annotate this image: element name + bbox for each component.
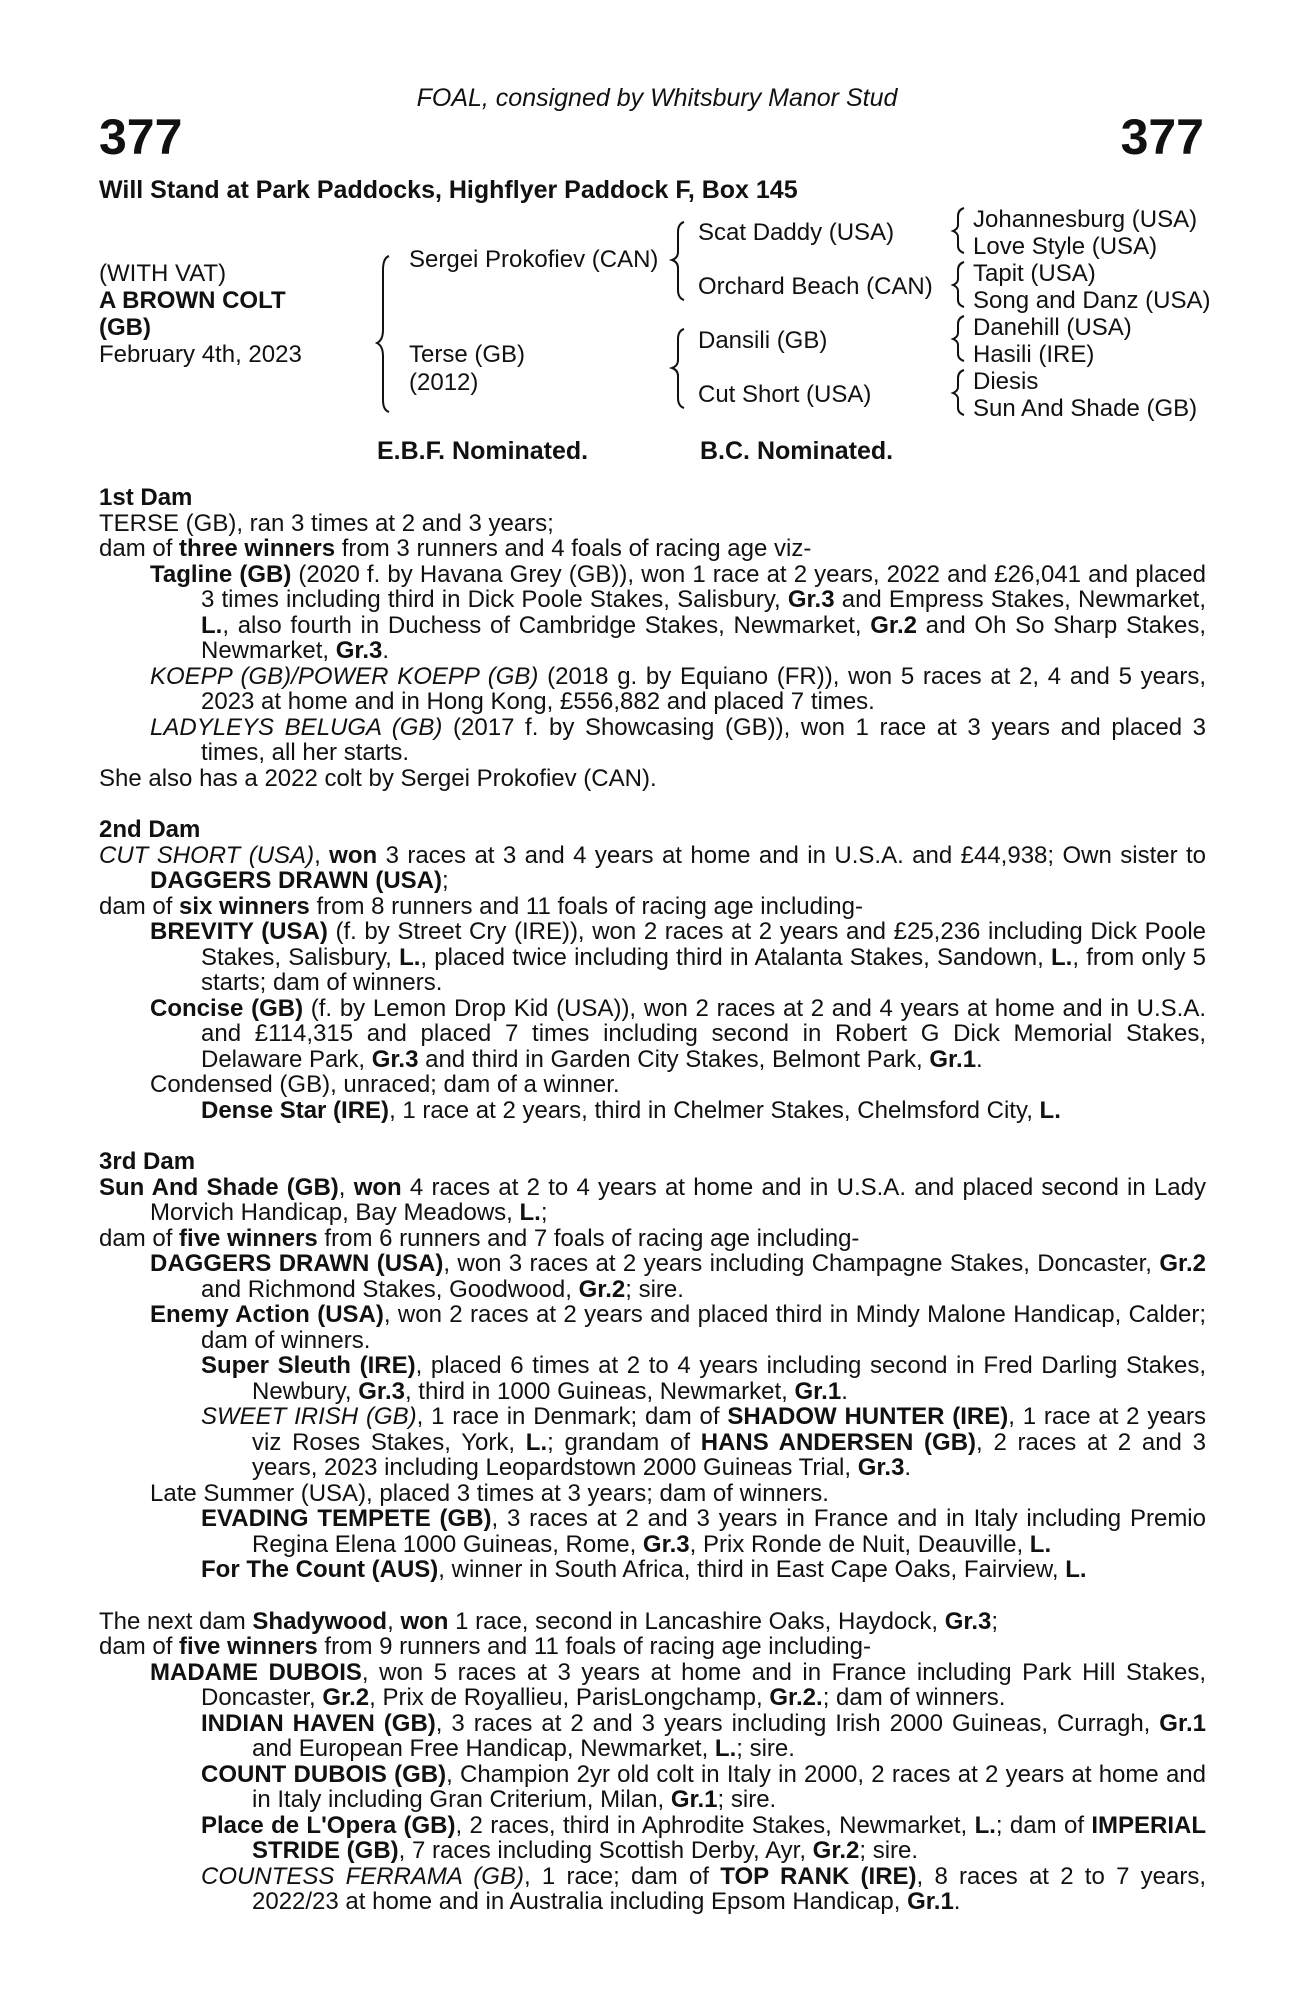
brace-sire bbox=[672, 222, 684, 300]
brace-dam bbox=[672, 329, 684, 408]
first-dam-heading: 1st Dam bbox=[99, 484, 193, 511]
produce-entry: MADAME DUBOIS, won 5 races at 3 years at home and in France including Park Hill Stakes, Doncaster, Gr.2, Prix de Royallieu, ParisLongchamp, Gr.2.; dam of winners. bbox=[150, 1658, 1206, 1711]
colt-description: A BROWN COLT bbox=[99, 287, 286, 314]
sire-sire: Scat Daddy (USA) bbox=[698, 219, 895, 246]
second-dam-heading: 2nd Dam bbox=[99, 816, 201, 843]
produce-entry: COUNTESS FERRAMA (GB), 1 race; dam of TOP RANK (IRE), 8 races at 2 to 7 years, 2022/23 at home and in Australia including Epsom Handicap, Gr.1. bbox=[201, 1862, 1207, 1915]
brace-ss bbox=[953, 208, 964, 253]
stabling-line: Will Stand at Park Paddocks, Highflyer Paddock F, Box 145 bbox=[99, 176, 798, 204]
third-dam-summary: dam of five winners from 6 runners and 7 foals of racing age including- bbox=[99, 1224, 860, 1252]
dam-sire: Dansili (GB) bbox=[698, 327, 828, 354]
produce-entry: SWEET IRISH (GB), 1 race in Denmark; dam of SHADOW HUNTER (IRE), 1 race at 2 years viz Roses Stakes, York, L.; grandam of HANS ANDERSEN (GB), 2 races at 2 and 3 years, 2023 including Leopardstown 2000 Guineas Trial, Gr.3. bbox=[201, 1403, 1207, 1481]
first-dam-summary: dam of three winners from 3 runners and 4 foals of racing age viz- bbox=[99, 535, 812, 562]
produce-note: She also has a 2022 colt by Sergei Prokofiev (CAN). bbox=[99, 764, 657, 792]
produce-entry: LADYLEYS BELUGA (GB) (2017 f. by Showcasing (GB)), won 1 race at 3 years and placed 3 times, all her starts. bbox=[150, 713, 1207, 766]
brace-dd bbox=[953, 370, 964, 415]
produce-entry: COUNT DUBOIS (GB), Champion 2yr old colt in Italy in 2000, 2 races at 2 years at home and in Italy including Gran Criterium, Milan, Gr.1; sire. bbox=[201, 1760, 1207, 1813]
ggp-5: Danehill (USA) bbox=[973, 314, 1132, 341]
produce-entry: Tagline (GB) (2020 f. by Havana Grey (GB)), won 1 race at 2 years, 2022 and £26,041 and placed 3 times including third in Dick Poole Stakes, Salisbury, Gr.3 and Empress Stakes, Newmarket, L., also fourth in Duchess of Cambridge Stakes, Newmarket, Gr.2 and Oh So Sharp Stakes, Newmarket, Gr.3. bbox=[150, 560, 1206, 664]
next-dam-line: The next dam Shadywood, won 1 race, second in Lancashire Oaks, Haydock, Gr.3; bbox=[99, 1607, 999, 1635]
ggp-1: Johannesburg (USA) bbox=[973, 206, 1198, 233]
second-dam-line: CUT SHORT (USA), won 3 races at 3 and 4 years at home and in U.S.A. and £44,938; Own sister to DAGGERS DRAWN (USA); bbox=[99, 841, 1207, 894]
ggp-6: Hasili (IRE) bbox=[973, 341, 1095, 368]
lot-number-left: 377 bbox=[99, 109, 183, 165]
produce-entry: For The Count (AUS), winner in South Africa, third in East Cape Oaks, Fairview, L. bbox=[201, 1556, 1087, 1583]
produce-record bbox=[99, 485, 1206, 1915]
produce-entry: Late Summer (USA), placed 3 times at 3 years; dam of winners. bbox=[150, 1479, 829, 1507]
produce-entry: INDIAN HAVEN (GB), 3 races at 2 and 3 years including Irish 2000 Guineas, Curragh, Gr.1 and European Free Handicap, Newmarket, L.; sire. bbox=[201, 1709, 1206, 1762]
produce-entry: Enemy Action (USA), won 2 races at 2 years and placed third in Mindy Malone Handicap, Calder; dam of winners. bbox=[150, 1301, 1207, 1354]
produce-entry: Super Sleuth (IRE), placed 6 times at 2 to 4 years including second in Fred Darling Stakes, Newbury, Gr.3, third in 1000 Guineas, Newmarket, Gr.1. bbox=[201, 1352, 1206, 1405]
foaling-date: February 4th, 2023 bbox=[99, 341, 302, 368]
ggp-4: Song and Danz (USA) bbox=[973, 287, 1211, 314]
dam-year: (2012) bbox=[409, 369, 479, 396]
brace-ds bbox=[953, 316, 964, 361]
next-dam-summary: dam of five winners from 9 runners and 11 foals of racing age including- bbox=[99, 1633, 871, 1660]
brace-main bbox=[377, 256, 389, 412]
sire-name: Sergei Prokofiev (CAN) bbox=[409, 246, 659, 273]
produce-entry: BREVITY (USA) (f. by Street Cry (IRE)), won 2 races at 2 years and £25,236 including Dick Poole Stakes, Salisbury, L., placed twice including third in Atalanta Stakes, Sandown, L., from only 5 starts; dam of winners. bbox=[150, 918, 1207, 996]
ggp-3: Tapit (USA) bbox=[973, 260, 1096, 287]
sire-dam: Orchard Beach (CAN) bbox=[698, 273, 933, 300]
produce-entry: Dense Star (IRE), 1 race at 2 years, third in Chelmer Stakes, Chelmsford City, L. bbox=[201, 1096, 1061, 1124]
produce-entry: DAGGERS DRAWN (USA), won 3 races at 2 years including Champagne Stakes, Doncaster, Gr.2 and Richmond Stakes, Goodwood, Gr.2; sire. bbox=[150, 1250, 1207, 1303]
third-dam-heading: 3rd Dam bbox=[99, 1148, 196, 1175]
produce-entry: Concise (GB) (f. by Lemon Drop Kid (USA)), won 2 races at 2 and 4 years at home and in U.S.A. and £114,315 and placed 7 times including second in Robert G Dick Memorial Stakes, Delaware Park, Gr.3 and third in Garden City Stakes, Belmont Park, Gr.1. bbox=[150, 994, 1207, 1073]
colt-country: (GB) bbox=[99, 314, 151, 341]
bc-nomination: B.C. Nominated. bbox=[700, 437, 894, 465]
consignor-line: FOAL, consigned by Whitsbury Manor Stud bbox=[416, 84, 898, 112]
produce-entry: Condensed (GB), unraced; dam of a winner. bbox=[150, 1071, 620, 1098]
ggp-7: Diesis bbox=[973, 368, 1039, 395]
ebf-nomination: E.B.F. Nominated. bbox=[377, 437, 589, 465]
lot-number-right: 377 bbox=[1120, 109, 1204, 165]
dam-name: Terse (GB) bbox=[409, 341, 526, 368]
produce-entry: KOEPP (GB)/POWER KOEPP (GB) (2018 g. by Equiano (FR)), won 5 races at 2, 4 and 5 years, 2023 at home and in Hong Kong, £556,882 and placed 7 times. bbox=[150, 662, 1206, 715]
first-dam-line: TERSE (GB), ran 3 times at 2 and 3 years; bbox=[99, 509, 554, 537]
ggp-2: Love Style (USA) bbox=[973, 233, 1158, 260]
produce-entry: EVADING TEMPETE (GB), 3 races at 2 and 3 years in France and in Italy including Premio Regina Elena 1000 Guineas, Rome, Gr.3, Prix Ronde de Nuit, Deauville, L. bbox=[201, 1505, 1206, 1558]
dam-dam: Cut Short (USA) bbox=[698, 381, 872, 408]
second-dam-summary: dam of six winners from 8 runners and 11 foals of racing age including- bbox=[99, 892, 863, 920]
vat-note: (WITH VAT) bbox=[99, 260, 227, 287]
third-dam-line: Sun And Shade (GB), won 4 races at 2 to 4 years at home and in U.S.A. and placed second in Lady Morvich Handicap, Bay Meadows, L.; bbox=[99, 1173, 1206, 1226]
produce-entry: Place de L'Opera (GB), 2 races, third in Aphrodite Stakes, Newmarket, L.; dam of IMPERIAL STRIDE (GB), 7 races including Scottish Derby, Ayr, Gr.2; sire. bbox=[201, 1811, 1207, 1864]
brace-sd bbox=[953, 262, 964, 307]
ggp-8: Sun And Shade (GB) bbox=[973, 395, 1198, 422]
